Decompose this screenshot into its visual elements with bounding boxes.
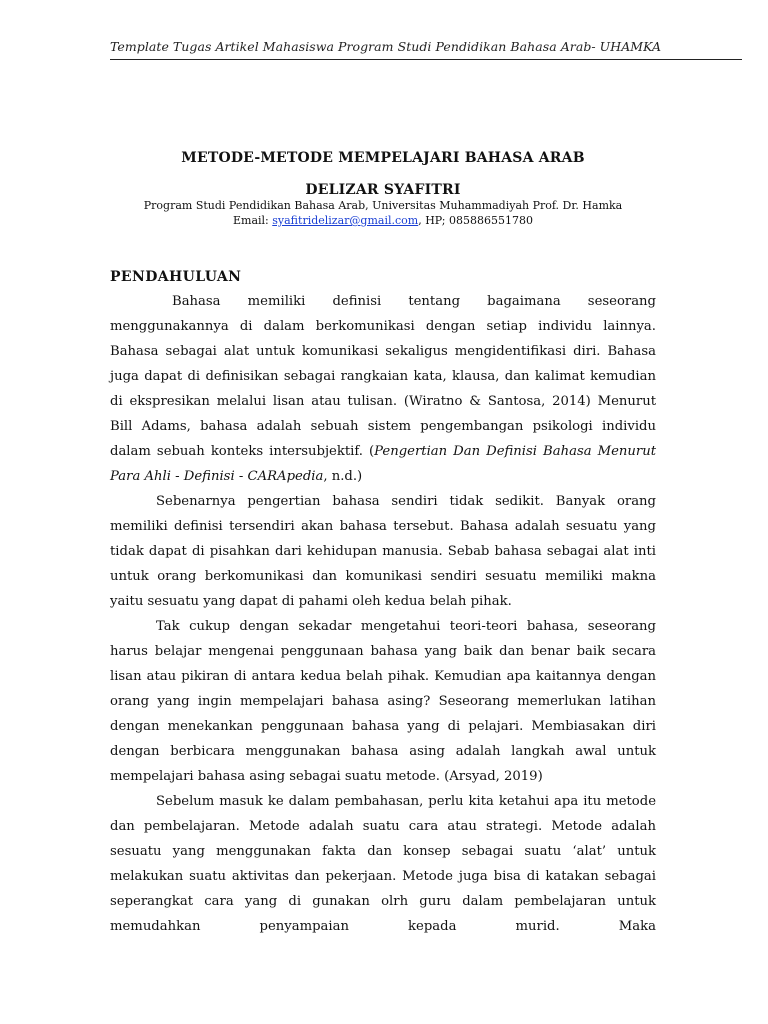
article-title: METODE-METODE MEMPELAJARI BAHASA ARAB — [181, 150, 585, 166]
paragraph: Sebelum masuk ke dalam pembahasan, perlu kita ketahui apa itu metode dan pembelajaran. Metode adalah suatu cara atau strategi. Metode adalah sesuatu yang menggunakan fakta dan konsep sebagai suatu ‘alat’ untuk melakukan suatu aktivitas dan pekerjaan. Metode juga bisa di katakan sebagai seperangkat cara yang di gunakan olrh guru dalam pembelajaran untuk memudahkan penyampaian kepada murid. Maka — [110, 794, 656, 934]
paragraph: Tak cukup dengan sekadar mengetahui teori-teori bahasa, seseorang harus belajar mengenai penggunaan bahasa yang baik dan benar baik secara lisan atau pikiran di antara kedua belah pihak. Kemudian apa kaitannya dengan orang yang ingin mempelajari bahasa asing? Seseorang memerlukan latihan dengan menekankan penggunaan bahasa yang di pelajari. Membiasakan diri dengan berbicara menggunakan bahasa asing adalah langkah awal untuk mempelajari bahasa asing sebagai suatu metode. (Arsyad, 2019) — [110, 619, 656, 784]
author-name: DELIZAR SYAFITRI — [305, 182, 461, 198]
header-rule — [110, 59, 742, 60]
body-text — [110, 289, 656, 939]
email-prefix: Email: — [233, 214, 273, 227]
author-affiliation: Program Studi Pendidikan Bahasa Arab, Universitas Muhammadiyah Prof. Dr. Hamka — [143, 199, 623, 212]
phone-suffix: , HP; 085886551780 — [418, 214, 533, 227]
paragraph-text: , n.d.) — [323, 469, 363, 484]
section-heading: PENDAHULUAN — [110, 269, 242, 285]
citation-title: Pengertian Dan Definisi Bahasa Menurut Para Ahli - Definisi - CARApedia — [110, 444, 656, 484]
paragraph: Sebenarnya pengertian bahasa sendiri tidak sedikit. Banyak orang memiliki definisi tersendiri akan bahasa tersebut. Bahasa adalah sesuatu yang tidak dapat di pisahkan dari kehidupan manusia. Sebab bahasa sebagai alat inti untuk orang berkomunikasi dan komunikasi sendiri sesuatu memiliki makna yaitu sesuatu yang dapat di pahami oleh kedua belah pihak. — [110, 494, 656, 609]
email-link[interactable]: syafitridelizar@gmail.com — [272, 214, 419, 227]
paragraph — [110, 289, 656, 489]
paragraph-text: Bahasa memiliki definisi tentang bagaimana seseorang menggunakannya di dalam berkomunikasi dengan setiap individu lainnya. Bahasa sebagai alat untuk komunikasi sekaligus mengidentifikasi diri. Bahasa juga dapat di definisikan sebagai rangkaian kata, klausa, dan kalimat kemudian di ekspresikan melalui lisan atau tulisan. (Wiratno & Santosa, 2014) Menurut Bill Adams, bahasa adalah sebuah sistem pengembangan psikologi individu dalam sebuah konteks intersubjektif. ( — [110, 294, 656, 459]
contact-line — [110, 214, 656, 227]
running-header: Template Tugas Artikel Mahasiswa Program Studi Pendidikan Bahasa Arab- UHAMKA — [110, 39, 662, 54]
